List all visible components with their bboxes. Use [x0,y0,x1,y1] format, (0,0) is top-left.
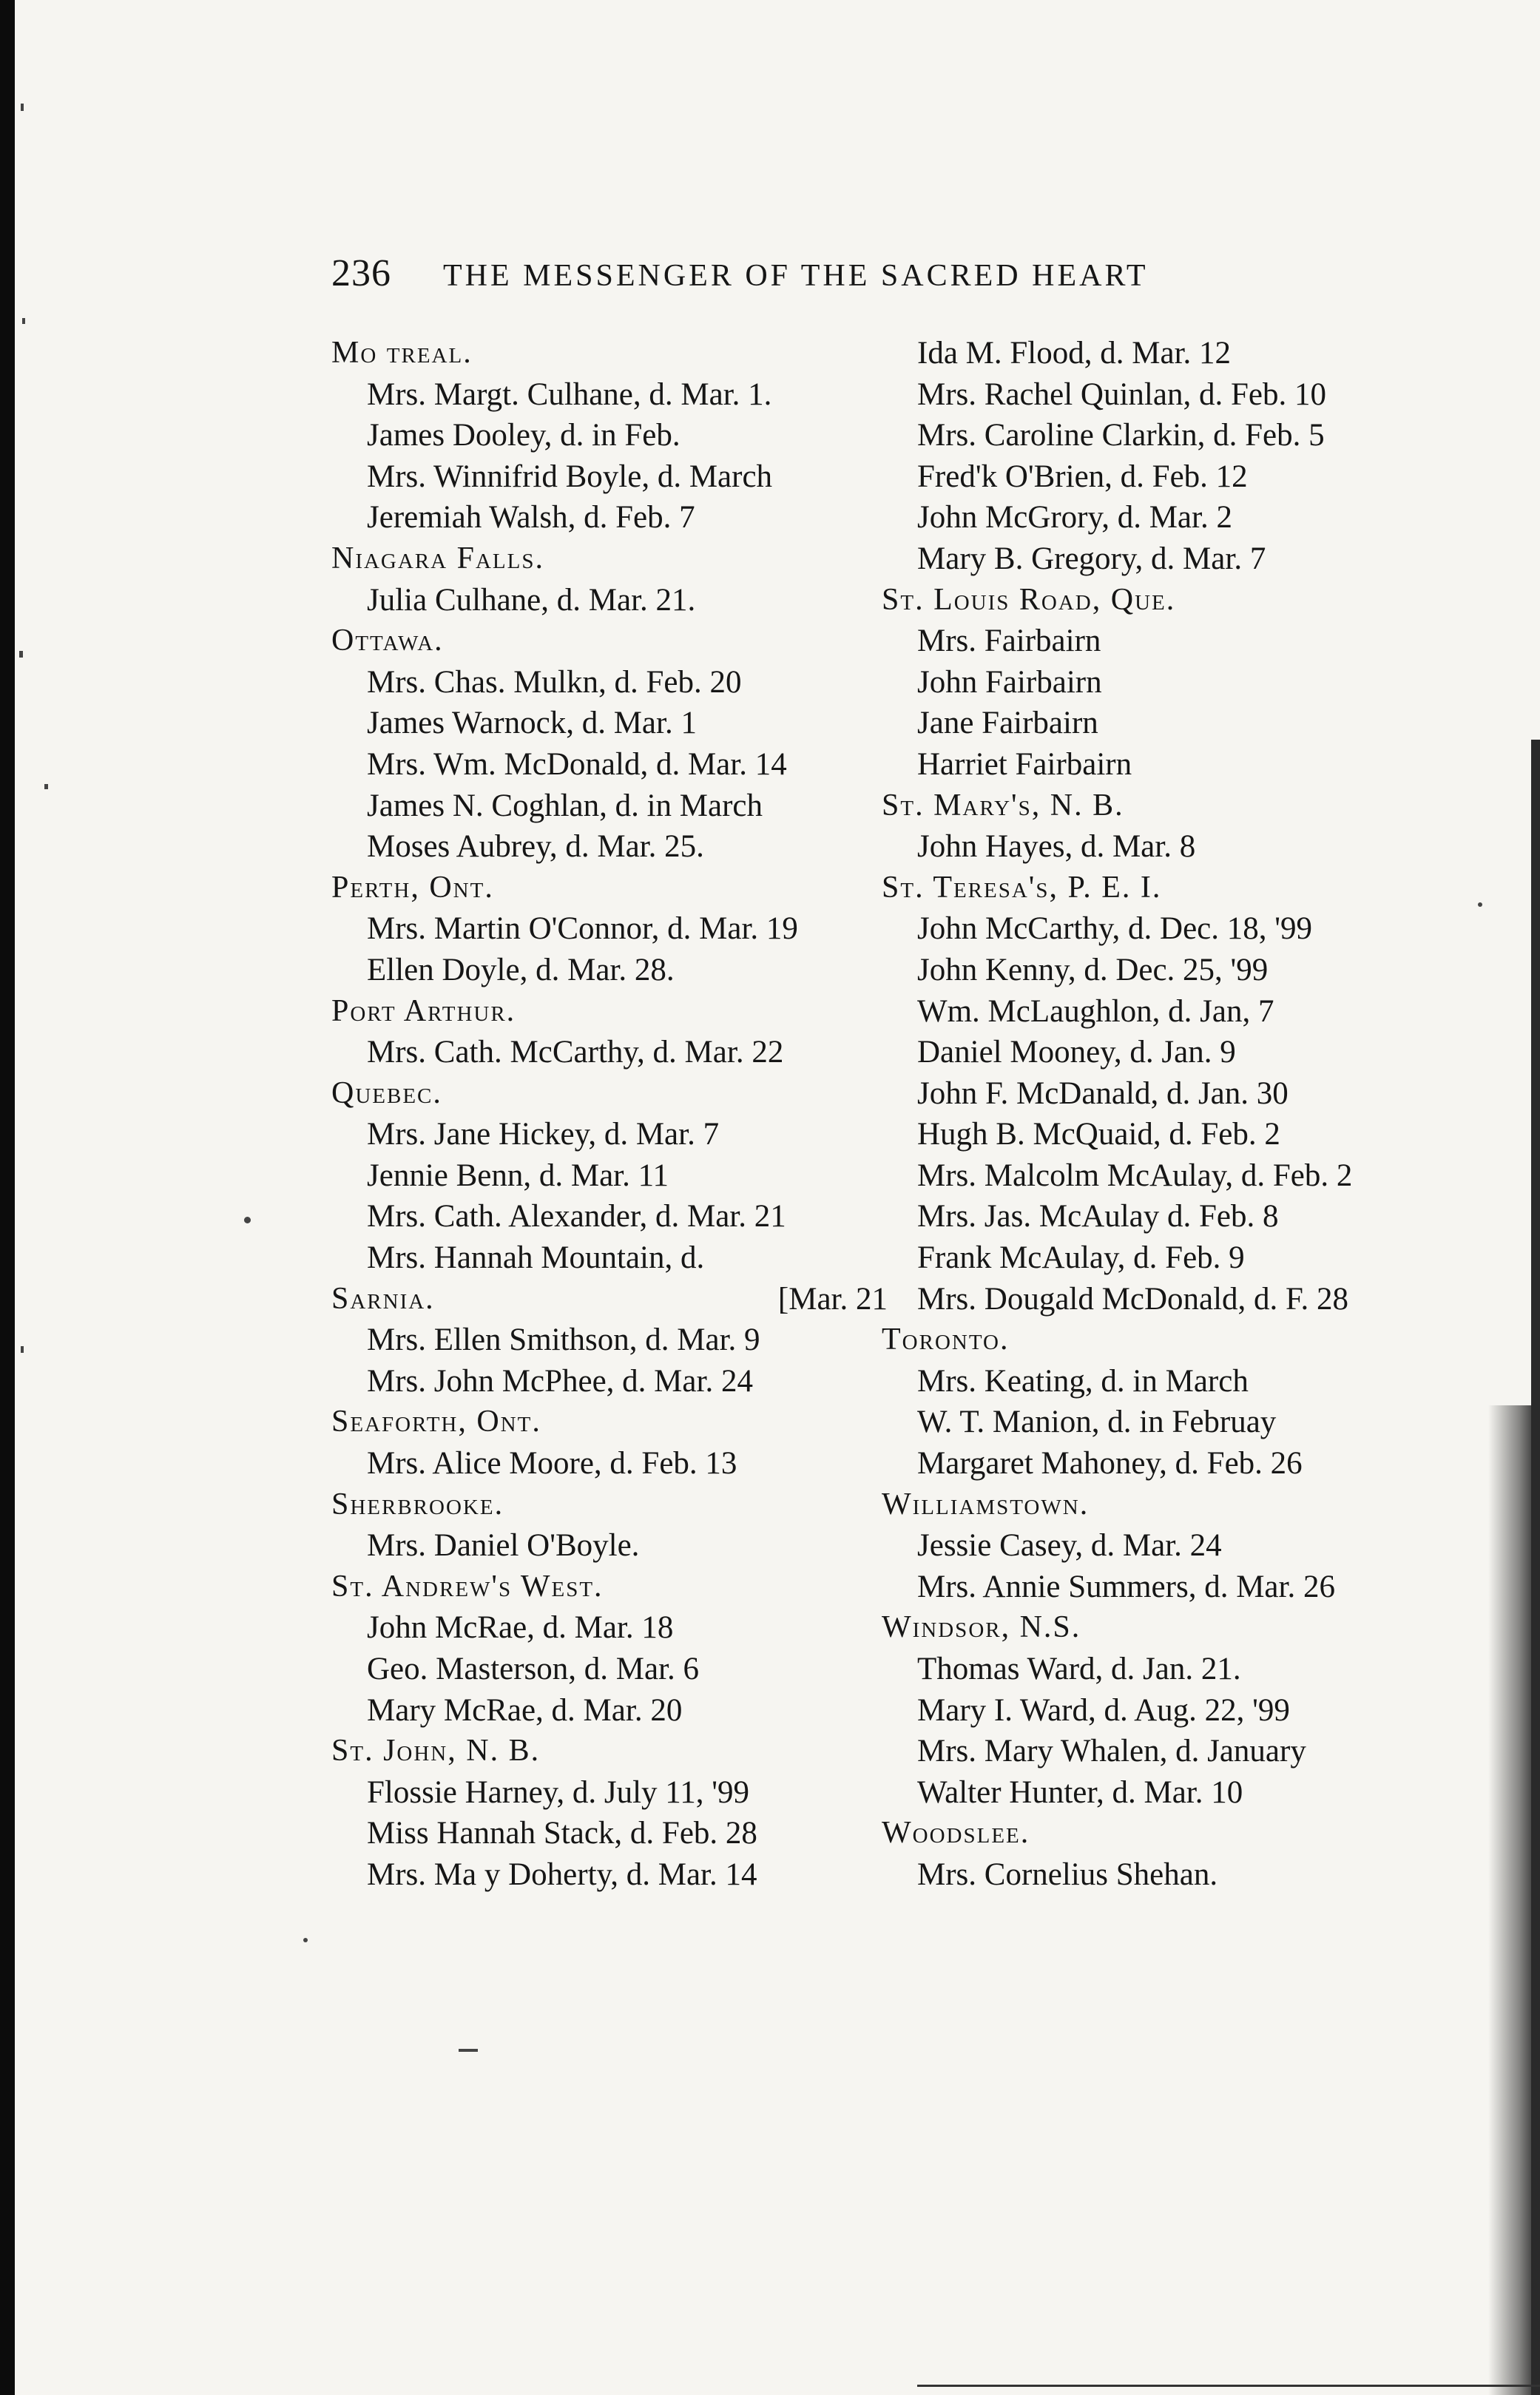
obituary-entry [882,1731,1488,1772]
entry-text: Mrs. Wm. McDonald, d. Mar. 14 [367,746,787,782]
scan-speck [44,784,48,789]
obituary-entry [882,621,1488,662]
obituary-entry [882,1772,1488,1814]
scan-speck [244,1217,251,1223]
entry-text: John F. McDanald, d. Jan. 30 [917,1075,1289,1111]
entry-text: James N. Coghlan, d. in March [367,788,763,823]
entry-text: Mary McRae, d. Mar. 20 [367,1692,683,1728]
obituary-entry [331,950,894,991]
entry-text: James Warnock, d. Mar. 1 [367,706,697,741]
place-name: Woodslee. [882,1816,1030,1851]
obituary-entry [882,1649,1488,1690]
obituary-entry [882,1237,1488,1279]
entry-text: Frank McAulay, d. Feb. 9 [917,1240,1245,1276]
page-number: 236 [331,252,391,294]
entry-text: Jennie Benn, d. Mar. 11 [367,1158,669,1193]
obituary-entry [331,1607,894,1649]
place-heading [331,1731,894,1772]
entry-text: Miss Hannah Stack, d. Feb. 28 [367,1816,757,1851]
obituary-entry [331,374,894,416]
scan-speck [21,104,24,111]
place-name: Port Arthur. [331,993,516,1028]
place-name: St. John, N. B. [331,1734,541,1769]
obituary-entry [882,1402,1488,1443]
place-name: Mo treal. [331,336,473,370]
obituary-entry [331,1361,894,1402]
place-name: Sarnia. [331,1281,435,1316]
obituary-entry [331,908,894,950]
entry-text: John Fairbairn [917,664,1102,700]
obituary-entry [331,1525,894,1567]
continuation-note: [Mar. 21 [777,1281,888,1317]
place-name: Sherbrooke. [331,1487,504,1521]
scan-speck [21,1346,24,1353]
obituary-entry [331,580,894,621]
obituary-entry [882,1525,1488,1567]
running-header [331,251,1352,311]
place-heading [882,1607,1488,1649]
place-name: Windsor, N.S. [882,1610,1081,1645]
obituary-entry [331,1813,894,1854]
left-column [331,333,894,1896]
scan-speck [19,651,23,658]
right-column [882,333,1488,1896]
obituary-entry [882,415,1488,456]
obituary-entry [882,662,1488,703]
obituary-entry [882,1032,1488,1073]
entry-text: Mrs. Keating, d. in March [917,1363,1249,1399]
entry-text: Mrs. Dougald McDonald, d. F. 28 [917,1281,1348,1317]
entry-text: Mary I. Ward, d. Aug. 22, '99 [917,1692,1290,1728]
entry-text: Wm. McLaughlon, d. Jan, 7 [917,993,1274,1029]
obituary-entry [882,1114,1488,1155]
entry-text: Mrs. Annie Summers, d. Mar. 26 [917,1569,1335,1604]
obituary-entry [331,1237,894,1279]
place-heading [331,1073,894,1115]
entry-text: John McCarthy, d. Dec. 18, '99 [917,911,1313,947]
book-spine-shadow [0,0,15,2395]
entry-text: John McGrory, d. Mar. 2 [917,500,1232,536]
entry-text: Hugh B. McQuaid, d. Feb. 2 [917,1117,1280,1152]
obituary-entry [882,1443,1488,1484]
entry-text: John Kenny, d. Dec. 25, '99 [917,952,1269,987]
entry-text: Mrs. Cath. McCarthy, d. Mar. 22 [367,1035,784,1070]
entry-text: Mrs. John McPhee, d. Mar. 24 [367,1363,753,1399]
obituary-entry [331,456,894,498]
obituary-entry [331,703,894,744]
place-name: St. Mary's, N. B. [882,788,1124,822]
place-name: Perth, Ont. [331,870,494,905]
place-heading [331,1567,894,1608]
place-name: Quebec. [331,1075,442,1110]
obituary-entry [882,1155,1488,1197]
entry-text: James Dooley, d. in Feb. [367,418,680,453]
obituary-entry [882,950,1488,991]
entry-text: Daniel Mooney, d. Jan. 9 [917,1035,1236,1070]
entry-text: John Hayes, d. Mar. 8 [917,829,1196,865]
obituary-entry [882,1567,1488,1608]
place-heading [882,1320,1488,1361]
place-heading [331,991,894,1033]
entry-text: Mrs. Ellen Smithson, d. Mar. 9 [367,1323,760,1358]
entry-text: Mrs. Cornelius Shehan. [917,1857,1218,1892]
entry-text: Mrs. Margt. Culhane, d. Mar. 1. [367,376,772,412]
place-heading [331,868,894,909]
place-heading [882,868,1488,909]
place-heading [882,786,1488,827]
entry-text: Margaret Mahoney, d. Feb. 26 [917,1446,1303,1482]
obituary-entry [882,991,1488,1033]
place-heading [882,1813,1488,1854]
obituary-entry [331,1320,894,1361]
entry-text: Walter Hunter, d. Mar. 10 [917,1774,1243,1810]
entry-text: Mrs. Alice Moore, d. Feb. 13 [367,1446,737,1482]
obituary-entry [331,1196,894,1237]
place-name: Ottawa. [331,624,444,658]
entry-text: Mrs. Winnifrid Boyle, d. March [367,459,773,494]
obituary-entry [331,1649,894,1690]
place-heading [331,1484,894,1526]
obituary-entry [882,1196,1488,1237]
obituary-entry [882,1073,1488,1115]
obituary-entry [882,1361,1488,1402]
obituary-entry [331,744,894,786]
entry-text: Mrs. Jane Hickey, d. Mar. 7 [367,1117,720,1152]
obituary-entry [882,1690,1488,1732]
entry-text: Mrs. Daniel O'Boyle. [367,1528,640,1564]
obituary-entry [331,1032,894,1073]
entry-text: Jessie Casey, d. Mar. 24 [917,1528,1222,1564]
obituary-entry [882,333,1488,374]
entry-text: Mrs. Ma y Doherty, d. Mar. 14 [367,1857,757,1892]
page-bottom-edge [917,2385,1540,2387]
entry-text: Jeremiah Walsh, d. Feb. 7 [367,500,695,536]
entry-text: Mrs. Chas. Mulkn, d. Feb. 20 [367,664,742,700]
place-name: Williamstown. [882,1487,1090,1521]
obituary-entry [882,497,1488,538]
place-heading [331,621,894,662]
obituary-entry [882,1854,1488,1896]
obituary-entry [331,1854,894,1896]
entry-text: Mrs. Malcolm McAulay, d. Feb. 2 [917,1158,1353,1193]
obituary-entry [331,662,894,703]
place-heading [331,333,894,374]
place-heading [331,1402,894,1443]
place-name: St. Louis Road, Que. [882,582,1176,617]
obituary-entry [882,1279,1488,1320]
page-edge [1531,740,1540,2395]
obituary-entry [331,415,894,456]
obituary-entry [882,703,1488,744]
entry-text: John McRae, d. Mar. 18 [367,1610,674,1646]
obituary-entry [331,1443,894,1484]
obituary-entry [331,1772,894,1814]
entry-text: Ida M. Flood, d. Mar. 12 [917,336,1232,371]
scan-speck [22,318,25,324]
place-name: St. Teresa's, P. E. I. [882,870,1162,905]
place-heading [331,538,894,580]
entry-text: W. T. Manion, d. in Februay [917,1405,1277,1440]
entry-text: Mrs. Martin O'Connor, d. Mar. 19 [367,911,798,947]
place-name: Toronto. [882,1323,1010,1357]
entry-text: Geo. Masterson, d. Mar. 6 [367,1652,700,1686]
obituary-entry [882,374,1488,416]
place-heading [331,1279,894,1320]
running-title: THE MESSENGER OF THE SACRED HEART [443,259,1149,293]
entry-text: Julia Culhane, d. Mar. 21. [367,582,696,618]
entry-text: Mrs. Rachel Quinlan, d. Feb. 10 [917,376,1326,412]
scan-speck [459,2049,478,2052]
entry-text: Mrs. Hannah Mountain, d. [367,1240,705,1276]
entry-text: Thomas Ward, d. Jan. 21. [917,1652,1241,1686]
obituary-entry [331,786,894,827]
entry-text: Harriet Fairbairn [917,746,1132,782]
scan-speck [303,1938,308,1942]
place-name: Seaforth, Ont. [331,1405,541,1439]
entry-text: Mrs. Jas. McAulay d. Feb. 8 [917,1199,1279,1234]
entry-text: Jane Fairbairn [917,706,1098,741]
obituary-entry [882,538,1488,580]
entry-text: Mary B. Gregory, d. Mar. 7 [917,541,1266,576]
place-heading [882,1484,1488,1526]
entry-text: Ellen Doyle, d. Mar. 28. [367,952,675,987]
obituary-entry [331,1155,894,1197]
entry-text: Mrs. Mary Whalen, d. January [917,1734,1306,1769]
place-heading [882,580,1488,621]
obituary-entry [882,456,1488,498]
obituary-entry [331,1114,894,1155]
entry-text: Mrs. Cath. Alexander, d. Mar. 21 [367,1199,786,1234]
entry-text: Mrs. Caroline Clarkin, d. Feb. 5 [917,418,1325,453]
entry-text: Moses Aubrey, d. Mar. 25. [367,829,704,865]
obituary-entry [882,908,1488,950]
place-name: St. Andrew's West. [331,1569,604,1604]
place-name: Niagara Falls. [331,541,544,575]
obituary-entry [331,1690,894,1732]
entry-text: Flossie Harney, d. July 11, '99 [367,1774,749,1810]
obituary-entry [882,744,1488,786]
entry-text: Fred'k O'Brien, d. Feb. 12 [917,459,1248,494]
obituary-entry [331,497,894,538]
entry-text: Mrs. Fairbairn [917,624,1101,659]
obituary-entry [882,826,1488,868]
obituary-entry [331,826,894,868]
